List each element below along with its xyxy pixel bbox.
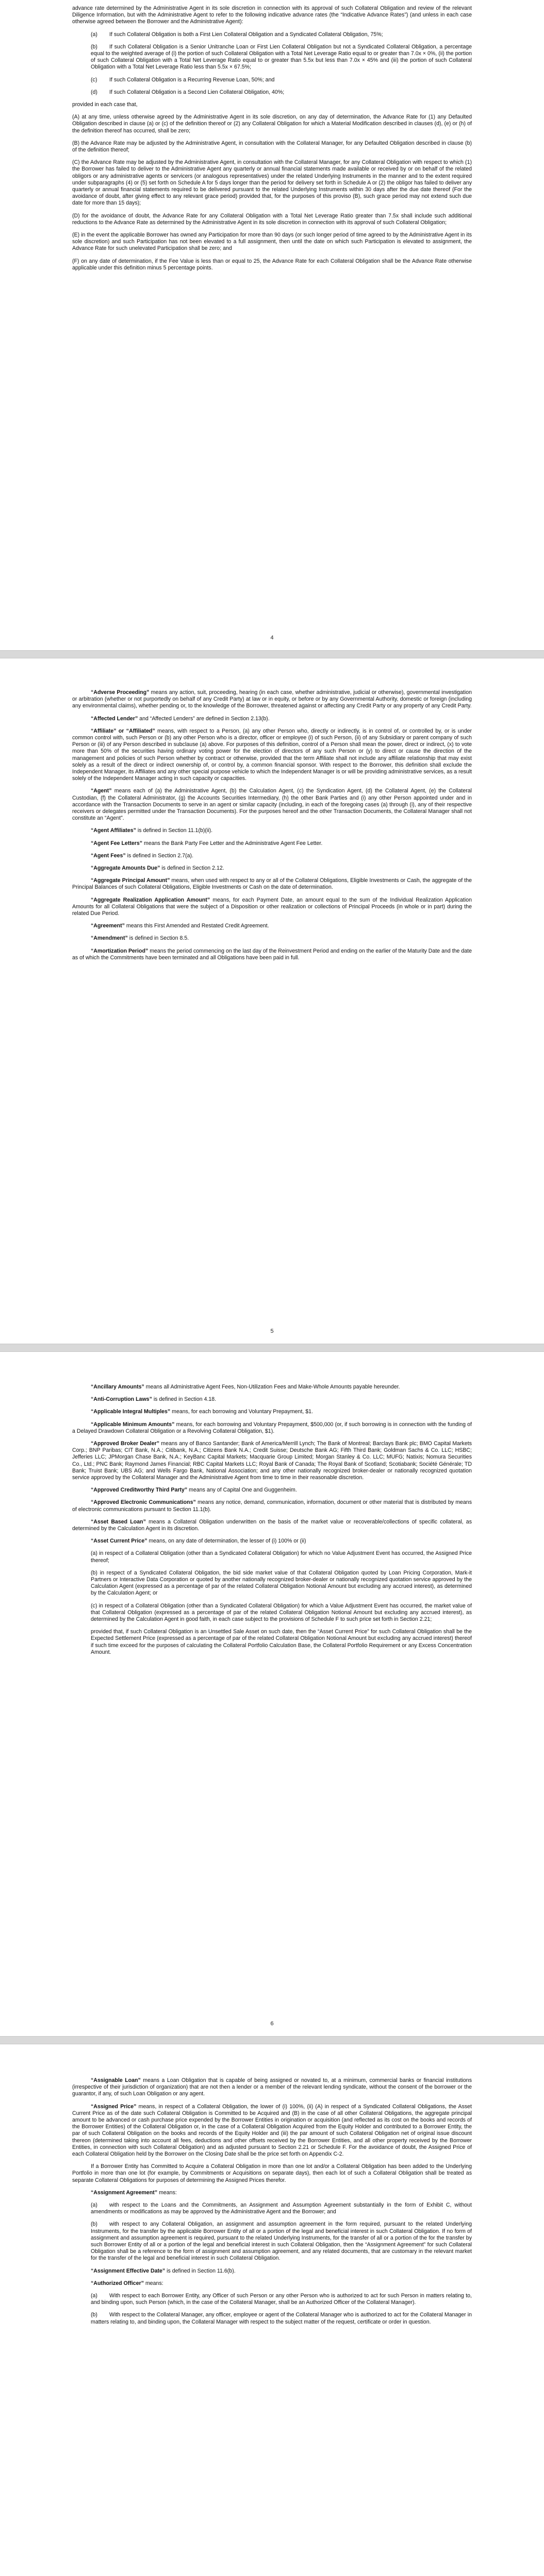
document-paragraph <box>72 31 472 38</box>
paragraph-text: is defined in Section 8.5. <box>127 935 189 942</box>
paragraph-text: (F) on any date of determination, if the Fee Value is less than or equal to 25, the Advance Rate for each Collateral Obligation shall be the Advance Rate otherwise applicable under this definition minus 5 percentage points. <box>72 258 472 271</box>
document-paragraph <box>72 923 472 929</box>
defined-term: “Asset Current Price” <box>91 1538 147 1545</box>
defined-term: “Applicable Integral Multiples” <box>91 1409 171 1415</box>
document-paragraph <box>72 1487 472 1494</box>
clause-label: (b) <box>91 2221 97 2228</box>
defined-term: “Amendment” <box>91 935 128 942</box>
document-paragraph <box>72 788 472 822</box>
document-paragraph <box>72 1440 472 1481</box>
paragraph-text: means: <box>157 2189 177 2196</box>
defined-term: “Amortization Period” <box>91 947 149 954</box>
page-number: 5 <box>270 1328 274 1334</box>
document-paragraph <box>72 258 472 272</box>
paragraph-text: means any notice, demand, communication, information, document or other material that is distributed by means of electronic communications pursuant to Section 11.1(b). <box>72 1499 472 1513</box>
document-paragraph <box>72 1519 472 1532</box>
document-paragraph <box>72 2268 472 2275</box>
paragraph-text: is defined in Section 2.7(a). <box>125 852 194 859</box>
paragraph-text: means, with respect to a Person, (a) any other Person who, directly or indirectly, is in control of, or controlled by, or is under common control with, such Person or (b) any other Person who is a director, officer or employee (i) of such Person, (ii) of any Subsidiary or parent company of such Person or (iii) of any Person described in subclause (a) above. For purposes of this definition, control of a Person shall mean the power, direct or indirect, (x) to vote more than 50% of the securities having ordinary voting power for the election of directors of any such Person or (y) to direct or cause the direction of the management and policies of such Person whether by contract or otherwise, provided that the term Affiliate shall not include any affiliate relationship that may exist solely as a result of the direct or indirect ownership of, or control by, a common financial sponsor. With respect to the Borrower, this definition shall exclude the Independent Manager, its Affiliates and any other special purpose vehicle to which the Independent Manager is or will be providing administrative services, as a result solely of the Independent Manager acting in such capacity or capacities. <box>72 727 472 782</box>
paragraph-text: (c) in respect of a Collateral Obligation (other than a Syndicated Collateral Obligation) for which a Value Adjustment Event has occurred, the market value of that Collateral Obligation (expressed as a percentage of par of the related Collateral Obligation Notional Amount but excluding any accrued interest), as determined by the Calculation Agent in good faith, in each case subject to the provisions of Schedule F to such price set forth in Section 2.21; <box>91 1602 472 1623</box>
document-paragraph <box>72 865 472 872</box>
clause-label: (a) <box>91 31 97 38</box>
paragraph-text: is defined in Section 11.1(b)(ii). <box>136 827 213 834</box>
defined-term: “Assignment Agreement” <box>91 2189 158 2196</box>
paragraph-text: means the Bank Party Fee Letter and the Administrative Agent Fee Letter. <box>142 840 323 846</box>
paragraph-text: with respect to the Loans and the Commitments, an Assignment and Assumption Agreement substantially in the form of Exhibit C, without amendments or modifications as may be approved by the Administrative Agent and the Borrower; and <box>91 2202 472 2215</box>
paragraph-text: means, on any date of determination, the lesser of (i) 100% or (ii) <box>147 1538 306 1545</box>
document-paragraph <box>72 1629 472 1656</box>
defined-term: “Agent Fees” <box>91 852 126 859</box>
paragraph-text: means all Administrative Agent Fees, Non-Utilization Fees and Make-Whole Amounts payable hereunder. <box>144 1384 400 1390</box>
page-4-content <box>0 5 544 277</box>
document-paragraph <box>72 2202 472 2215</box>
defined-term: “Agent Fee Letters” <box>91 840 143 846</box>
page-divider <box>0 650 544 658</box>
document-paragraph <box>72 2280 472 2287</box>
paragraph-text: If such Collateral Obligation is both a First Lien Collateral Obligation and a Syndicated Collateral Obligation, 75%; <box>109 31 383 38</box>
document-paragraph <box>72 853 472 859</box>
clause-label: (b) <box>91 2312 97 2318</box>
paragraph-text: means, in respect of a Collateral Obligation, the lower of (i) 100%, (ii) (A) in respect of a Syndicated Collateral Obligations, the Asset Current Price as of the date such Collateral Obligation is Committed to be Acquired and (B) in the case of all other Collateral Obligations, the aggregate principal amount to be advanced or cash purchase price expended by the Borrower Entities in origination or acquisition (and reflected as its cost on the books and records of the Borrower Entities) of the Collateral Obligation or, in the case of a Collateral Obligation Acquired from the Equity Holder and contributed to a Borrower Entity, the par of such Collateral Obligation on the books and records of the Equity Holder and (iii) the par amount of such Collateral Obligation net of original issue discount thereon (determined taking into account all fees, deductions and other offsets received by the Borrower Entities, and all other property received by the Borrower Entities, in connection with such Collateral Obligation) and as adjusted pursuant to Section 2.21 or Schedule F. For the avoidance of doubt, the Assigned Price of each Collateral Obligation held by the Borrower on the Closing Date shall be the price set forth on Appendix C-2. <box>72 2103 472 2158</box>
paragraph-text: means each of (a) the Administrative Agent, (b) the Calculation Agent, (c) the Syndication Agent, (d) the Collateral Agent, (e) the Collateral Custodian, (f) the Collateral Administrator, (g) the Accounts Securities Intermediary, (h) the other Bank Parties and (i) any other Person appointed under and in accordance with the Transaction Documents to serve in an agent or similar capacity (including, in each of the foregoing cases (a) through (i), any of their respective receivers or delegates permitted under the Transaction Documents). For the purposes hereof and the other Transaction Documents, the Collateral Manager shall not constitute an “Agent”. <box>72 788 472 822</box>
page-number: 6 <box>270 2021 274 2027</box>
document-paragraph <box>72 1396 472 1403</box>
defined-term: “Approved Electronic Communications” <box>91 1499 196 1506</box>
document-paragraph <box>72 728 472 783</box>
defined-term: “Applicable Minimum Amounts” <box>91 1421 175 1428</box>
document-paragraph <box>72 2221 472 2262</box>
paragraph-text: (C) the Advance Rate may be adjusted by the Administrative Agent, in consultation with the Collateral Manager, for any Collateral Obligation with respect to which (1) the Borrower has failed to deliver to the Administrative Agent any quarterly or annual financial statements made available or received by or on behalf of the related obligors or any administrative agents or servicers (or analogous representatives) under the related Underlying Instruments in the manner and to the extent required under subparagraphs (4) or (5) set forth on Schedule A for 5 days longer than the period for delivery set forth in Schedule A or (2) the obligor has failed to deliver any quarterly or annual financial statements required to be delivered pursuant to the related Underlying Instruments within 30 days after the due date thereof (For the avoidance of doubt, after giving effect to any relevant grace period) provided that, for the purposes of this proviso (B), such grace period may not extend such due date for more than 15 days); <box>72 159 472 207</box>
clause-label: (a) <box>91 2293 97 2299</box>
paragraph-text: means, for each Payment Date, an amount equal to the sum of the Individual Realization Application Amounts for all Collateral Obligations that were the subject of a Disposition or other realization or collections of Principal Proceeds (in whole or in part) during the related Due Period. <box>72 896 472 917</box>
document-paragraph <box>72 1421 472 1435</box>
defined-term: “Agreement” <box>91 923 125 929</box>
defined-term: “Affiliate” or “Affiliated” <box>91 727 155 734</box>
document-paragraph <box>72 1384 472 1391</box>
paragraph-text: means the period commencing on the last day of the Reinvestment Period and ending on the earlier of the Maturity Date and the date as of which the Commitments have been terminated and all Obligations have been paid in full. <box>72 947 472 961</box>
page-7-content <box>0 2077 544 2331</box>
paragraph-text: advance rate determined by the Administrative Agent in its sole discretion in connection with its approval of such Collateral Obligation and review of the relevant Diligence Information, but with the Administrative Agent to refer to the following indicative advance rates (the “Indicative Advance Rates”) (and unless in each case otherwise agreed between the Borrower and the Administrative Agent): <box>72 5 472 25</box>
paragraph-text: is defined in Section 4.18. <box>152 1396 217 1403</box>
page-divider <box>0 2036 544 2044</box>
defined-term: “Ancillary Amounts” <box>91 1384 144 1390</box>
clause-label: (a) <box>91 2202 97 2209</box>
paragraph-text: with respect to any Collateral Obligation, an assignment and assumption agreement in the form required, pursuant to the related Underlying Instruments, for the transfer by the applicable Borrower Entity of all or a portion of the legal and beneficial interest in such Collateral Obligation. If no form of assignment and assumption agreement is required, pursuant to the related Underlying Instruments, for the transfer of all or a portion of the for the transfer by such Borrower Entity of all or a portion of the legal and beneficial interest in such Collateral Obligation, then the “Assignment Agreement” for such Collateral Obligation shall be a reference to the form of assignment and assumption agreement, and any related documents, that are customary in the relevant market for the transfer of the legal and beneficial interest in such Collateral Obligation. <box>91 2221 472 2262</box>
paragraph-text: means, when used with respect to any or all of the Collateral Obligations, Eligible Investments or Cash, the aggregate of the Principal Balances of such Collateral Obligations, Eligible Investments or Cash on the date of determination. <box>72 877 472 891</box>
paragraph-text: means: <box>144 2280 163 2286</box>
paragraph-text: If such Collateral Obligation is a Second Lien Collateral Obligation, 40%; <box>109 89 285 95</box>
document-paragraph <box>72 2312 472 2325</box>
defined-term: “Approved Broker Dealer” <box>91 1440 160 1447</box>
paragraph-text: means any of Capital One and Guggenheim. <box>187 1487 297 1494</box>
page-number: 4 <box>270 635 274 641</box>
document-paragraph <box>72 716 472 722</box>
paragraph-text: (A) at any time, unless otherwise agreed by the Administrative Agent in its sole discretion, on any day of determination, the Advance Rate for (1) any Defaulted Obligation described in clause (a) or (c) of the definition thereof or (2) any Collateral Obligation for which a Material Modification described in clauses (d), (e) or (h) of the definition thereof has occurred, shall be zero; <box>72 114 472 134</box>
paragraph-text: With respect to each Borrower Entity, any Officer of such Person or any other Person who is authorized to act for such Person in matters relating to, and binding upon, such Person (which, in the case of the Collateral Manager, shall be an Authorized Officer of the Collateral Manager). <box>91 2293 472 2306</box>
document-paragraph <box>72 101 472 108</box>
paragraph-text: (D) for the avoidance of doubt, the Advance Rate for any Collateral Obligation with a Total Net Leverage Ratio greater than 7.5x shall include such additional reductions to the Advance Rate as determined by the Administrative Agent in its sole discretion in connection with its approval of such Collateral Obligation; <box>72 212 472 226</box>
paragraph-text: is defined in Section 2.12. <box>160 865 224 872</box>
page-divider <box>0 1344 544 1352</box>
document-paragraph <box>72 1409 472 1415</box>
document-paragraph <box>72 2293 472 2306</box>
defined-term: “Aggregate Principal Amount” <box>91 877 170 884</box>
defined-term: “Assigned Price” <box>91 2103 137 2110</box>
page-5-content <box>0 689 544 967</box>
paragraph-text: means, for each borrowing and Voluntary Prepayment, $1. <box>170 1409 314 1415</box>
document-paragraph <box>72 935 472 942</box>
document-paragraph <box>72 840 472 847</box>
document-paragraph <box>72 1499 472 1513</box>
paragraph-text: is defined in Section 11.6(b). <box>165 2267 236 2274</box>
document-paragraph <box>72 2163 472 2184</box>
defined-term: “Authorized Officer” <box>91 2280 144 2286</box>
defined-term: “Adverse Proceeding” <box>91 689 150 696</box>
paragraph-text: (B) the Advance Rate may be adjusted by the Administrative Agent, in consultation with the Collateral Manager, for any Defaulted Obligation described in clause (b) of the definition thereof; <box>72 140 472 154</box>
paragraph-text: (a) in respect of a Collateral Obligation (other than a Syndicated Collateral Obligation) for which no Value Adjustment Event has occurred, the Assigned Price thereof; <box>91 1550 472 1564</box>
paragraph-text: and “Affected Lenders” are defined in Section 2.13(b). <box>138 715 270 722</box>
paragraph-text: means a Loan Obligation that is capable of being assigned or novated to, at a minimum, commercial banks or financial institutions (irrespective of their jurisdiction of organization) that are not then a lender or a member of the relevant lending syndicate, without the consent of the borrower or the guarantor, if any, of such Loan Obligation or any agent. <box>72 2077 472 2097</box>
defined-term: “Anti-Corruption Laws” <box>91 1396 152 1403</box>
document-paragraph <box>72 77 472 83</box>
document-paragraph <box>72 1570 472 1597</box>
paragraph-text: means a Collateral Obligation underwritten on the basis of the market value or recoverable/collections of specific collateral, as determined by the Calculation Agent in its discretion. <box>72 1518 472 1532</box>
defined-term: “Aggregate Realization Application Amount” <box>91 896 210 903</box>
document-paragraph <box>72 44 472 71</box>
document-paragraph <box>72 213 472 226</box>
defined-term: “Assignment Effective Date” <box>91 2267 166 2274</box>
document-paragraph <box>72 1538 472 1545</box>
defined-term: “Affected Lender” <box>91 715 138 722</box>
document-paragraph <box>72 2077 472 2098</box>
document-paragraph <box>72 877 472 891</box>
defined-term: “Asset Based Loan” <box>91 1518 146 1525</box>
document-paragraph <box>72 114 472 134</box>
document-paragraph <box>72 2190 472 2196</box>
document-paragraph <box>72 140 472 154</box>
document-paragraph <box>72 89 472 96</box>
clause-label: (d) <box>91 89 97 95</box>
clause-label: (b) <box>91 43 97 50</box>
defined-term: “Agent” <box>91 788 112 794</box>
paragraph-text: (E) in the event the applicable Borrower has owned any Participation for more than 90 days (or such longer period of time agreed to by the Administrative Agent in its sole discretion) and such Participation has not been elevated to a full assignment, then until the date on which such Participation is elevated to assignment, the Advance Rate for such unelevated Participation shall be zero; and <box>72 232 472 252</box>
document-paragraph <box>72 827 472 834</box>
document-paragraph <box>72 232 472 252</box>
document-paragraph <box>72 2104 472 2158</box>
paragraph-text: provided that, if such Collateral Obligation is an Unsettled Sale Asset on such date, then the “Asset Current Price” for such Collateral Obligation shall be the Expected Settlement Price (expressed as a percentage of par of the related Collateral Obligation Notional Amount but excluding any accrued interest) thereof if such time exceed for the purposes of calculating the Collateral Portfolio Calculation Base, the Collateral Portfolio Requirement or any Excess Concentration Amount. <box>91 1629 472 1655</box>
paragraph-text: provided in each case that, <box>72 101 138 108</box>
document-paragraph <box>72 5 472 26</box>
paragraph-text: With respect to the Collateral Manager, any officer, employee or agent of the Collateral Manager who is authorized to act for the Collateral Manager in matters relating to, and binding upon, the Collateral Manager with respect to the subject matter of the request, certificate or order in question. <box>91 2312 472 2325</box>
defined-term: “Assignable Loan” <box>91 2077 141 2083</box>
paragraph-text: means this First Amended and Restated Credit Agreement. <box>124 923 269 929</box>
page-6-content <box>0 1384 544 1662</box>
paragraph-text: means, for each borrowing and Voluntary Prepayment, $500,000 (or, if such borrowing is in connection with the funding of a Delayed Drawdown Collateral Obligation or a Revolving Collateral Obligation, $1). <box>72 1421 472 1434</box>
paragraph-text: means any action, suit, proceeding, hearing (in each case, whether administrative, judicial or otherwise), governmental investigation or arbitration (whether or not purportedly on behalf of any Credit Party) at law or in equity, or before or by any Governmental Authority, domestic or foreign (including any environmental claims), whether pending or, to the knowledge of the Borrower, threatened against or affecting any Credit Party or any property of any Credit Party. <box>72 689 472 709</box>
document-paragraph <box>72 1603 472 1623</box>
paragraph-text: means any of Banco Santander; Bank of America/Merrill Lynch; The Bank of Montreal; Barclays Bank plc; BMO Capital Markets Corp.; BNP Paribas; CIT Bank, N.A.; Citibank, N.A.; Citizens Bank N.A.; Credit Suisse; Deutsche Bank AG; Fifth Third Bank; Goldman Sachs & Co. LLC; HSBC; Jefferies LLC; JPMorgan Chase Bank, N.A.; KeyBanc Capital Markets; Macquarie Group Limited; Morgan Stanley & Co. LLC; MUFG; Natixis; Nomura Securities Co., Ltd.; PNC Bank; Raymond James Financial; RBC Capital Markets LLC; Royal Bank of Canada; The Royal Bank of Scotland; Scotiabank; Société Générale; TD Bank; Truist Bank; UBS AG; and Wells Fargo Bank, National Association; and any other nationally recognized broker-dealer or nationally recognized quotation service approved by the Collateral Manager and the Administrative Agent from time to time in their reasonable discretion. <box>72 1440 472 1481</box>
clause-label: (c) <box>91 76 97 83</box>
document-paragraph <box>72 897 472 918</box>
document-paragraph <box>72 689 472 710</box>
paragraph-text: (b) in respect of a Syndicated Collateral Obligation, the bid side market value of that Collateral Obligation quoted by Loan Pricing Corporation, Mark-it Partners or Interactive Data Corporation or quoted by another nationally recognized broker-dealer or nationally recognized quotation service approved by the Calculation Agent (expressed as a percentage of par of the related Collateral Obligation Notional Amount but excluding any accrued interest), as determined by the Calculation Agent; or <box>91 1569 472 1597</box>
defined-term: “Agent Affiliates” <box>91 827 136 834</box>
paragraph-text: If a Borrower Entity has Committed to Acquire a Collateral Obligation in more than one lot and/or a Collateral Obligation has been added to the Underlying Portfolio in more than one lot (for example, by Commitments or Acquisitions on separate days), then each lot of such a Collateral Obligation shall be treated as separate Collateral Obligations for purposes of determining the Assigned Prices therefor. <box>72 2163 472 2183</box>
document-paragraph <box>72 1550 472 1564</box>
paragraph-text: If such Collateral Obligation is a Senior Unitranche Loan or First Lien Collateral Obligation but not a Syndicated Collateral Obligation, a percentage equal to the weighted average of (i) the portion of such Collateral Obligation with a Total Net Leverage Ratio equal to or greater than 7.0x × 0%, (ii) the portion of such Collateral Obligation with a Total Net Leverage Ratio equal to or greater than 5.5x but less than 7.0x × 45% and (iii) the portion of such Collateral Obligation with a Total Net Leverage Ratio less than 5.5x × 67.5%; <box>91 43 472 71</box>
document-paragraph <box>72 948 472 961</box>
document-paragraph <box>72 159 472 207</box>
paragraph-text: If such Collateral Obligation is a Recurring Revenue Loan, 50%; and <box>109 76 275 83</box>
defined-term: “Aggregate Amounts Due” <box>91 865 160 872</box>
defined-term: “Approved Creditworthy Third Party” <box>91 1487 188 1494</box>
